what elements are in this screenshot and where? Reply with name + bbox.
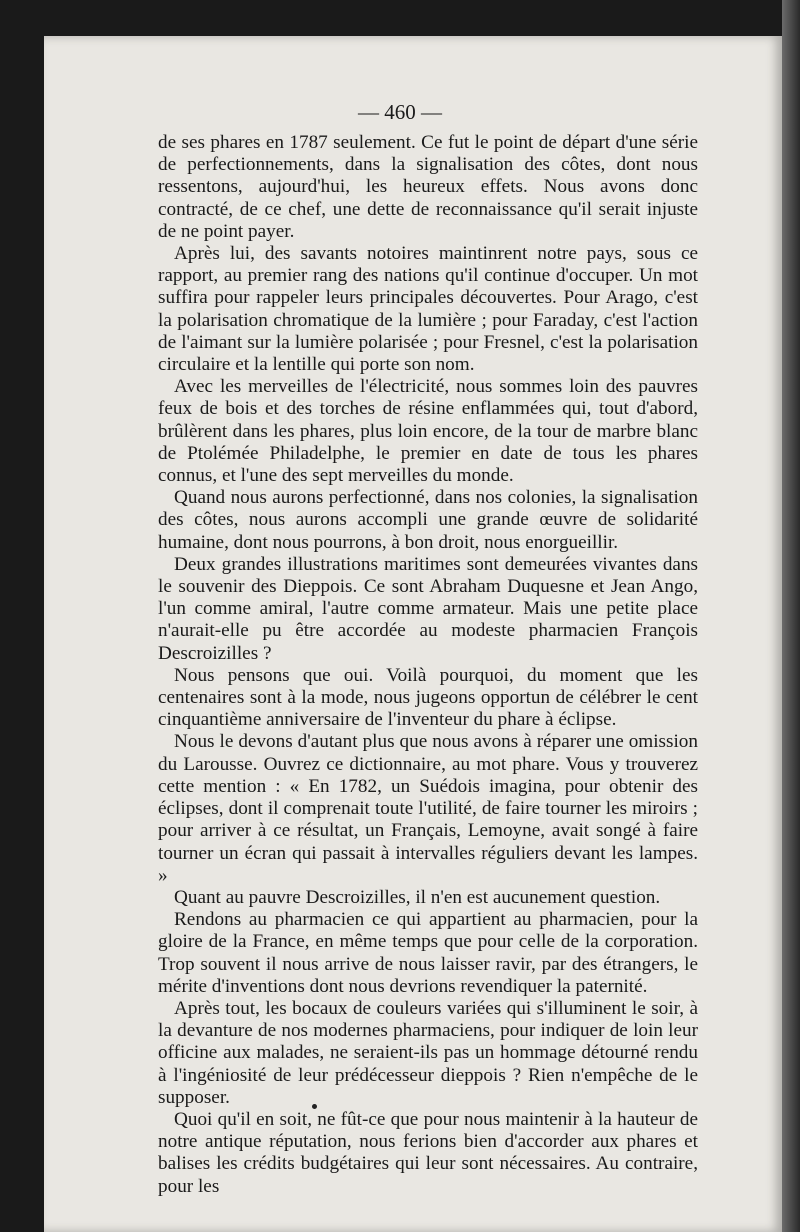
paragraph: Deux grandes illustrations maritimes sont demeurées vivantes dans le souvenir des Dieppois. Ce sont Abraham Duquesne et Jean Ango, l'un comme amiral, l'autre comme armateur. Mais une petite place n'aurait-elle pu être accordée au modeste pharmacien François Descroizilles ? <box>158 553 698 664</box>
paragraph: Quoi qu'il en soit, ne fût-ce que pour nous maintenir à la hauteur de notre antique réputation, nous ferions bien d'accorder aux phares et balises les crédits budgétaires qui leur sont nécessaires. Au contraire, pour les <box>158 1108 698 1197</box>
printer-mark-dot <box>312 1104 317 1109</box>
paragraph: Avec les merveilles de l'électricité, nous sommes loin des pauvres feux de bois et des torches de résine enflammées qui, tout d'abord, brûlèrent dans les phares, plus loin encore, de la tour de marbre blanc de Ptolémée Philadelphe, le premier en date de tous les phares connus, et l'une des sept merveilles du monde. <box>158 376 698 487</box>
paragraph: de ses phares en 1787 seulement. Ce fut le point de départ d'une série de perfectionnements, dans la signalisation des côtes, dont nous ressentons, aujourd'hui, les heureux effets. Nous avons donc contracté, de ce chef, une dette de reconnaissance qu'il serait injuste de ne point payer. <box>158 132 698 242</box>
paragraph: Quand nous aurons perfectionné, dans nos colonies, la signalisation des côtes, nous aurons accompli une grande œuvre de solidarité humaine, dont nous pourrons, à bon droit, nous enorgueillir. <box>158 487 698 553</box>
paragraph: Après lui, des savants notoires maintinrent notre pays, sous ce rapport, au premier rang des nations qu'il continue d'occuper. Un mot suffira pour rappeler leurs principales découvertes. Pour Arago, c'est la polarisation chromatique de la lumière ; pour Faraday, c'est l'action de l'aimant sur la lumière polarisée ; pour Fresnel, c'est la polarisation circulaire et la lentille qui porte son nom. <box>158 243 698 376</box>
body-text <box>158 132 698 1198</box>
page-number: — 460 — <box>358 100 442 124</box>
paragraph: Rendons au pharmacien ce qui appartient au pharmacien, pour la gloire de la France, en même temps que pour celle de la corporation. Trop souvent il nous arrive de nous laisser ravir, par des étrangers, le mérite d'inventions dont nous devrions revendiquer la paternité. <box>158 909 698 997</box>
paragraph: Quant au pauvre Descroizilles, il n'en est aucunement question. <box>174 886 661 908</box>
page-edge-shadow <box>782 0 800 1232</box>
paragraph: Nous pensons que oui. Voilà pourquoi, du moment que les centenaires sont à la mode, nous jugeons opportun de célébrer le cent cinquantième anniversaire de l'inventeur du phare à éclipse. <box>158 664 698 731</box>
paragraph: Nous le devons d'autant plus que nous avons à réparer une omission du Larousse. Ouvrez ce dictionnaire, au mot phare. Vous y trouverez cette mention : « En 1782, un Suédois imagina, pour obtenir des éclipses, dont il comprenait toute l'utilité, de faire tourner les miroirs ; pour arriver à ce résultat, un Français, Lemoyne, avait songé à faire tourner un écran qui passait à intervalles réguliers devant les lampes. » <box>158 731 698 886</box>
paragraph: Après tout, les bocaux de couleurs variées qui s'illuminent le soir, à la devanture de nos modernes pharmaciens, pour indiquer de loin leur officine aux malades, ne seraient-ils pas un hommage détourné rendu à l'ingéniosité de leur prédécesseur dieppois ? Rien n'empêche de le supposer. <box>158 997 698 1108</box>
